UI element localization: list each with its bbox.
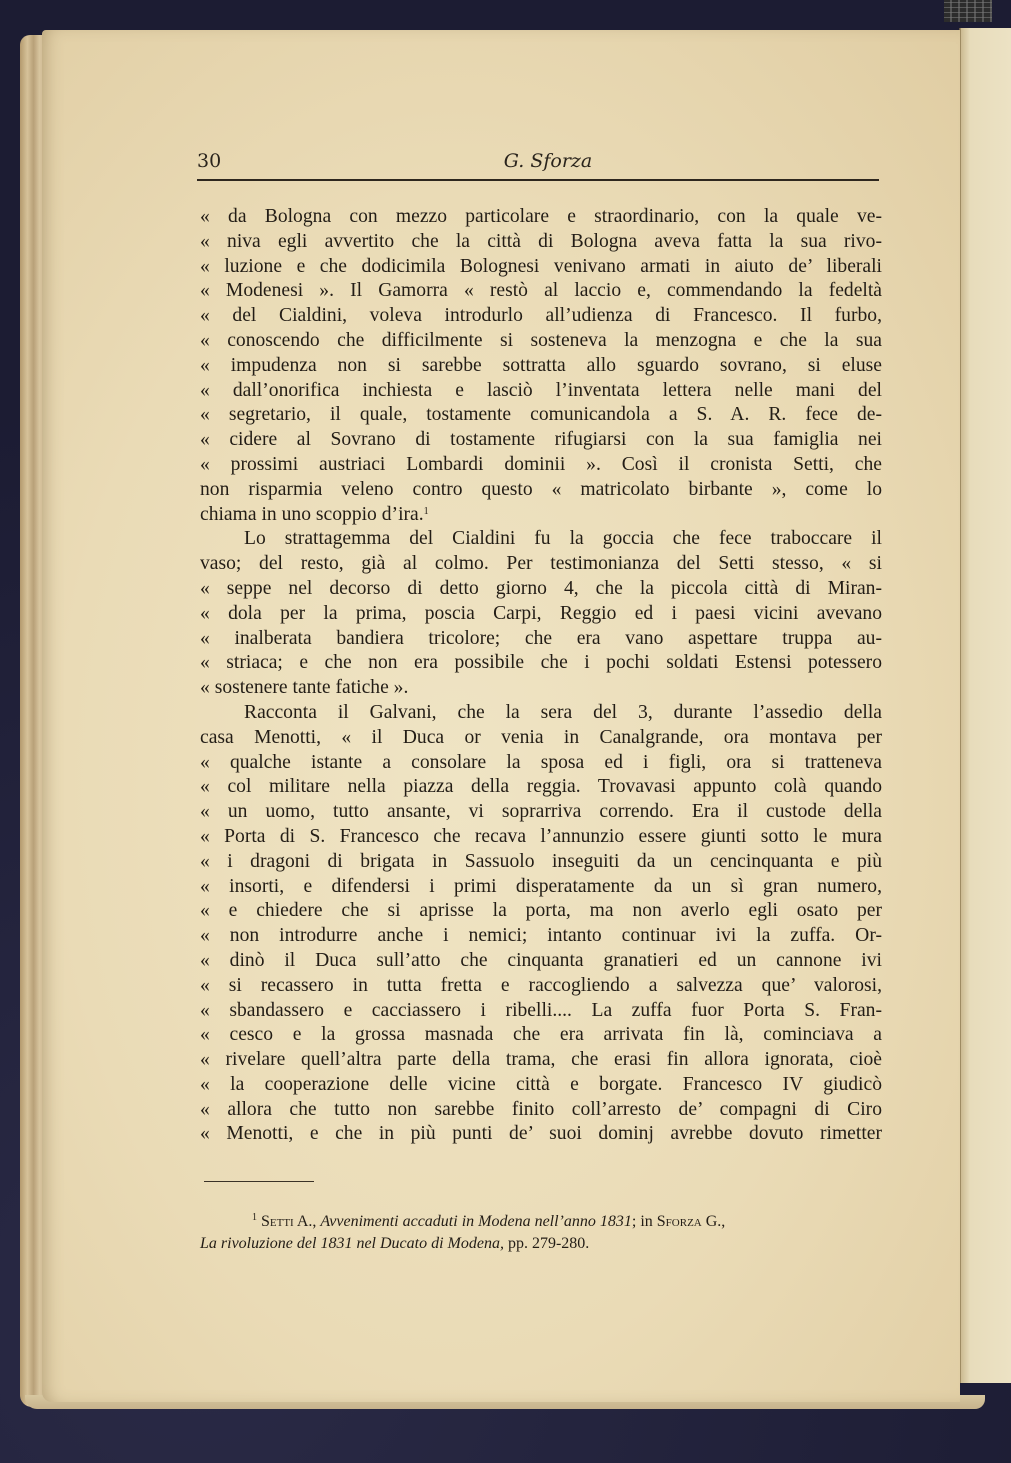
text-line: « i dragoni di brigata in Sassuolo inseguiti da un cencinquanta e più bbox=[200, 850, 882, 872]
text-line: vaso; del resto, già al colmo. Per testimonianza del Setti stesso, « si bbox=[200, 553, 882, 575]
text-line: « inalberata bandiera tricolore; che era vano aspettare truppa au- bbox=[200, 627, 882, 649]
text-line: « un uomo, tutto ansante, vi soprarriva correndo. Era il custode della bbox=[200, 801, 882, 823]
text-line: « Porta di S. Francesco che recava l’annunzio essere giunti sotto le mura bbox=[200, 825, 882, 847]
text-line: « sbandassero e cacciassero i ribelli.... La zuffa fuor Porta S. Fran- bbox=[200, 999, 882, 1021]
text-line: « del Cialdini, voleva introdurlo all’udienza di Francesco. Il furbo, bbox=[200, 305, 882, 327]
text-line: « si recassero in tutta fretta e raccogliendo a salvezza que’ valorosi, bbox=[200, 974, 882, 996]
text-line-paragraph-end: « sostenere tante fatiche ». bbox=[200, 677, 409, 699]
text-line: « luzione e che dodicimila Bolognesi venivano armati in aiuto de’ liberali bbox=[200, 255, 882, 277]
text-line: « cesco e la grossa masnada che era arrivata fin là, cominciava a bbox=[200, 1024, 882, 1046]
text-line: « rivelare quell’altra parte della trama, che erasi fin allora ignorata, cioè bbox=[200, 1049, 882, 1071]
footnote-line bbox=[200, 1211, 880, 1233]
footnote-line bbox=[200, 1233, 880, 1255]
text-line: « dinò il Duca sull’atto che cinquanta granatieri ed un cannone ivi bbox=[200, 949, 882, 971]
footnote-separator: ; in bbox=[631, 1213, 653, 1230]
running-title: G. Sforza bbox=[503, 150, 593, 172]
footnote bbox=[200, 1211, 880, 1255]
text-line: « allora che tutto non sarebbe finito coll’arresto de’ compagni di Ciro bbox=[200, 1098, 882, 1120]
text-line: « impudenza non si sarebbe sottratta allo sguardo sovrano, si eluse bbox=[200, 354, 882, 376]
text-line-paragraph-start: Lo strattagemma del Cialdini fu la goccia che fece traboccare il bbox=[244, 528, 882, 550]
text-line: « qualche istante a consolare la sposa ed i figli, ora si tratteneva bbox=[200, 751, 882, 773]
text-line: « niva egli avvertito che la città di Bologna aveva fatta la sua rivo- bbox=[200, 230, 882, 252]
text-line: « striaca; e che non era possibile che i pochi soldati Estensi potessero bbox=[200, 652, 882, 674]
text-line: « e chiedere che si aprisse la porta, ma non averlo egli osato per bbox=[200, 900, 882, 922]
text-line: « prossimi austriaci Lombardi dominii ». Così il cronista Setti, che bbox=[200, 453, 882, 475]
body-text bbox=[200, 205, 882, 1147]
text-line: « insorti, e difendersi i primi disperatamente da un sì gran numero, bbox=[200, 875, 882, 897]
text-line: « conoscendo che difficilmente si sosteneva la menzogna e che la sua bbox=[200, 329, 882, 351]
footnote-rule bbox=[204, 1181, 314, 1182]
text-line: « Modenesi ». Il Gamorra « restò al laccio e, commendando la fedeltà bbox=[200, 280, 882, 302]
text-line: « dola per la prima, poscia Carpi, Reggio ed i paesi vicini avevano bbox=[200, 602, 882, 624]
text-line: « Menotti, e che in più punti de’ suoi dominj avrebbe dovuto rimetter bbox=[200, 1123, 882, 1145]
text-line-paragraph-end bbox=[200, 503, 882, 528]
text-line: « non introdurre anche i nemici; intanto continuar ivi la zuffa. Or- bbox=[200, 925, 882, 947]
footnote-title-2: La rivoluzione del 1831 nel Ducato di Modena, bbox=[200, 1235, 504, 1252]
facing-page bbox=[960, 28, 1011, 1383]
running-head bbox=[197, 148, 879, 180]
text-line: « col militare nella piazza della reggia. Trovavasi appunto colà quando bbox=[200, 776, 882, 798]
text-line-paragraph-start: Racconta il Galvani, che la sera del 3, durante l’assedio della bbox=[244, 701, 882, 723]
text-line: « seppe nel decorso di detto giorno 4, che la piccola città di Miran- bbox=[200, 577, 882, 599]
text-line: « dall’onorifica inchiesta e lasciò l’inventata lettera nelle mani del bbox=[200, 379, 882, 401]
text-line: « segretario, il quale, tostamente comunicandola a S. A. R. fece de- bbox=[200, 404, 882, 426]
text-line: casa Menotti, « il Duca or venia in Canalgrande, ora montava per bbox=[200, 726, 882, 748]
text-line: « la cooperazione delle vicine città e borgate. Francesco IV giudicò bbox=[200, 1073, 882, 1095]
text-line: « da Bologna con mezzo particolare e straordinario, con la quale ve- bbox=[200, 206, 882, 227]
text-line: « cidere al Sovrano di tostamente rifugiarsi con la sua famiglia nei bbox=[200, 429, 882, 451]
text-line-content: chiama in uno scoppio d’ira. bbox=[200, 503, 424, 525]
page-number: 30 bbox=[197, 150, 222, 172]
text-line: non risparmia veleno contro questo « matricolato birbante », come lo bbox=[200, 478, 882, 500]
footnote-pages: pp. 279-280. bbox=[507, 1235, 590, 1252]
binding-clip-texture bbox=[944, 0, 992, 22]
header-rule bbox=[197, 179, 879, 181]
footnote-title: Avvenimenti accaduti in Modena nell’anno 1831 bbox=[320, 1213, 632, 1230]
footnote-author-2: Sforza G., bbox=[656, 1213, 726, 1230]
footnote-number: 1 bbox=[252, 1212, 257, 1223]
footnote-author: Setti A., bbox=[261, 1213, 317, 1230]
footnote-reference[interactable]: 1 bbox=[423, 505, 429, 517]
